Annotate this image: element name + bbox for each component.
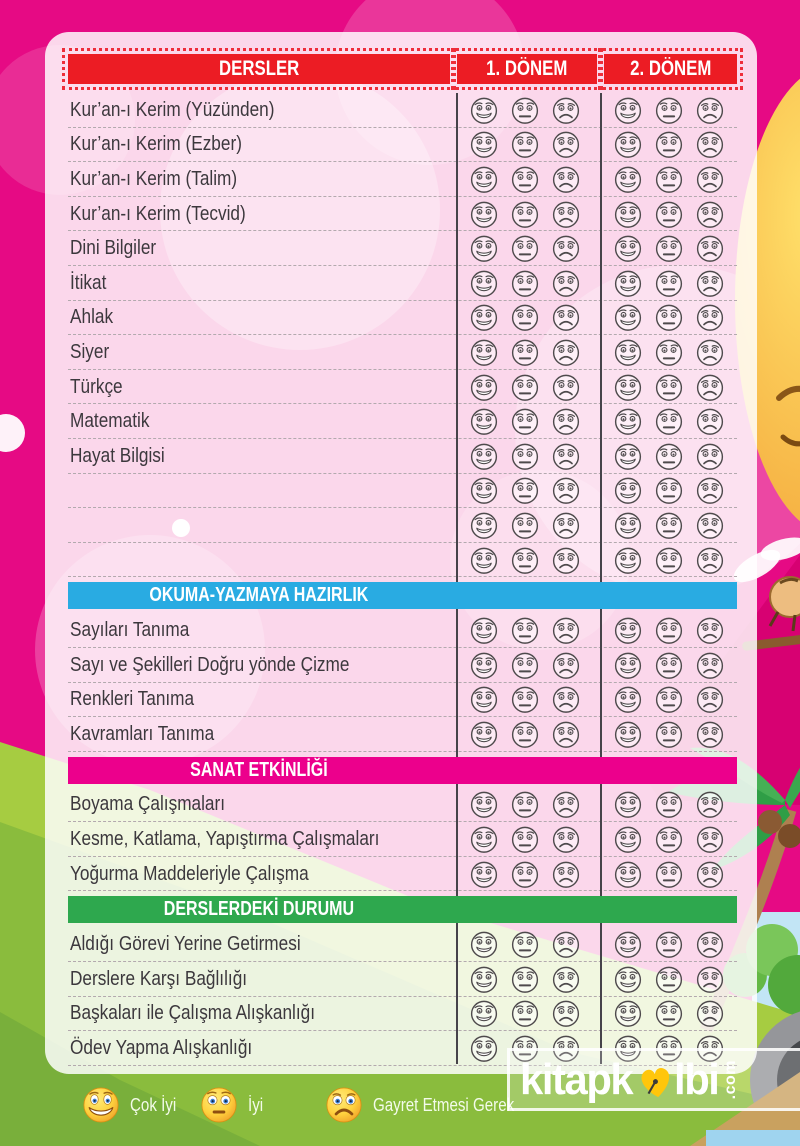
neutral-face-icon: [654, 824, 684, 854]
sad-face-icon: [551, 824, 581, 854]
table-row: [68, 822, 737, 857]
rating-cell-donem2: [600, 510, 737, 540]
row-label: Renkleri Tanıma: [70, 687, 195, 711]
row-label: Sayı ve Şekilleri Doğru yönde Çizme: [70, 652, 350, 676]
happy-face-icon: [613, 964, 643, 994]
sad-face-icon: [551, 406, 581, 436]
sad-face-icon: [551, 998, 581, 1028]
rating-cell-donem1: [450, 615, 600, 645]
row-label: Başkaları ile Çalışma Alışkanlığı: [70, 1001, 316, 1025]
rating-cell-donem2: [600, 475, 737, 505]
rating-cell-donem1: [450, 95, 600, 125]
happy-face-icon: [613, 268, 643, 298]
neutral-face-icon: [654, 859, 684, 889]
neutral-face-icon: [510, 441, 540, 471]
rating-cell-donem2: [600, 859, 737, 889]
happy-face-icon: [469, 1033, 499, 1063]
sad-face-icon: [695, 475, 725, 505]
sad-face-icon: [551, 650, 581, 680]
neutral-face-icon: [654, 164, 684, 194]
neutral-face-icon: [510, 650, 540, 680]
legend-label: Çok İyi: [130, 1094, 177, 1115]
section-header-bar: [68, 896, 737, 923]
rating-cell-donem1: [450, 372, 600, 402]
sad-face-icon: [695, 441, 725, 471]
grades-table: [68, 54, 737, 1066]
rating-cell-donem1: [450, 475, 600, 505]
sad-face-icon: [325, 1086, 363, 1124]
neutral-face-icon: [510, 475, 540, 505]
table-row: [68, 997, 737, 1032]
neutral-face-icon: [654, 475, 684, 505]
rating-cell-donem1: [450, 302, 600, 332]
happy-face-icon: [613, 233, 643, 263]
rating-cell-donem2: [600, 372, 737, 402]
table-row: [68, 857, 737, 892]
legend-item: [82, 1086, 185, 1124]
happy-face-icon: [613, 859, 643, 889]
row-label: Derslere Karşı Bağlılığı: [70, 966, 248, 990]
table-body: [68, 93, 737, 1066]
rating-cell-donem2: [600, 268, 737, 298]
sad-face-icon: [551, 372, 581, 402]
rating-cell-donem2: [600, 95, 737, 125]
table-row: [68, 93, 737, 128]
section-title: DERSLERDEKİ DURUMU: [163, 898, 355, 921]
logo-text-left: kitapk: [520, 1054, 633, 1104]
rating-cell-donem1: [450, 650, 600, 680]
sad-face-icon: [551, 337, 581, 367]
happy-face-icon: [613, 510, 643, 540]
rating-cell-donem1: [450, 964, 600, 994]
happy-face-icon: [613, 824, 643, 854]
neutral-face-icon: [510, 964, 540, 994]
neutral-face-icon: [654, 964, 684, 994]
happy-face-icon: [613, 684, 643, 714]
table-row: [68, 508, 737, 543]
neutral-face-icon: [510, 372, 540, 402]
rating-cell-donem2: [600, 337, 737, 367]
neutral-face-icon: [654, 615, 684, 645]
happy-face-icon: [469, 337, 499, 367]
neutral-face-icon: [654, 199, 684, 229]
sad-face-icon: [551, 684, 581, 714]
rating-cell-donem1: [450, 129, 600, 159]
legend-item: [200, 1086, 266, 1124]
logo-text-right: lbi: [674, 1054, 719, 1104]
happy-face-icon: [469, 475, 499, 505]
header-cell-donem1: [457, 54, 597, 84]
happy-face-icon: [613, 406, 643, 436]
happy-face-icon: [613, 372, 643, 402]
table-row: [68, 962, 737, 997]
table-row: [68, 231, 737, 266]
table-header-row: [68, 54, 737, 84]
sad-face-icon: [551, 302, 581, 332]
rating-cell-donem2: [600, 719, 737, 749]
happy-face-icon: [469, 441, 499, 471]
rating-cell-donem2: [600, 615, 737, 645]
heart-pen-icon: [635, 1062, 677, 1102]
section-title: SANAT ETKİNLİĞİ: [190, 758, 328, 781]
happy-face-icon: [613, 475, 643, 505]
happy-face-icon: [469, 268, 499, 298]
table-row: [68, 717, 737, 752]
neutral-face-icon: [510, 789, 540, 819]
happy-face-icon: [469, 929, 499, 959]
sad-face-icon: [695, 789, 725, 819]
section-title: OKUMA-YAZMAYA HAZIRLIK: [149, 584, 369, 607]
sad-face-icon: [695, 964, 725, 994]
row-label: Kur’an-ı Kerim (Yüzünden): [70, 97, 275, 121]
header-label: DERSLER: [218, 57, 300, 80]
rating-cell-donem1: [450, 824, 600, 854]
neutral-face-icon: [654, 789, 684, 819]
neutral-face-icon: [654, 129, 684, 159]
sad-face-icon: [695, 372, 725, 402]
rating-cell-donem2: [600, 406, 737, 436]
rating-cell-donem1: [450, 441, 600, 471]
table-row: [68, 648, 737, 683]
row-label: Matematik: [70, 409, 150, 433]
sad-face-icon: [551, 233, 581, 263]
sad-face-icon: [695, 929, 725, 959]
neutral-face-icon: [510, 510, 540, 540]
row-label: İtikat: [70, 270, 107, 294]
neutral-face-icon: [510, 998, 540, 1028]
rating-cell-donem2: [600, 789, 737, 819]
sad-face-icon: [551, 719, 581, 749]
sad-face-icon: [695, 859, 725, 889]
sad-face-icon: [695, 650, 725, 680]
rating-cell-donem2: [600, 302, 737, 332]
sad-face-icon: [551, 964, 581, 994]
neutral-face-icon: [654, 406, 684, 436]
rating-cell-donem1: [450, 789, 600, 819]
neutral-face-icon: [654, 929, 684, 959]
rating-cell-donem2: [600, 929, 737, 959]
happy-face-icon: [613, 650, 643, 680]
neutral-face-icon: [654, 510, 684, 540]
sad-face-icon: [695, 337, 725, 367]
sad-face-icon: [551, 789, 581, 819]
neutral-face-icon: [510, 545, 540, 575]
happy-face-icon: [469, 199, 499, 229]
neutral-face-icon: [510, 719, 540, 749]
header-cell-dersler: [68, 54, 450, 84]
table-row: [68, 439, 737, 474]
happy-face-icon: [469, 406, 499, 436]
sad-face-icon: [695, 684, 725, 714]
neutral-face-icon: [654, 372, 684, 402]
sad-face-icon: [551, 510, 581, 540]
sad-face-icon: [551, 929, 581, 959]
sad-face-icon: [695, 302, 725, 332]
rating-cell-donem1: [450, 998, 600, 1028]
sad-face-icon: [695, 615, 725, 645]
row-label: Yoğurma Maddeleriyle Çalışma: [70, 861, 309, 885]
rating-cell-donem2: [600, 964, 737, 994]
watermark-logo: [507, 1048, 800, 1111]
sad-face-icon: [695, 406, 725, 436]
rating-cell-donem1: [450, 510, 600, 540]
neutral-face-icon: [510, 859, 540, 889]
neutral-face-icon: [510, 615, 540, 645]
rating-cell-donem2: [600, 650, 737, 680]
table-row: [68, 162, 737, 197]
rating-cell-donem1: [450, 929, 600, 959]
rating-cell-donem2: [600, 441, 737, 471]
rating-cell-donem1: [450, 545, 600, 575]
neutral-face-icon: [510, 337, 540, 367]
row-label: Kur’an-ı Kerim (Tecvid): [70, 201, 246, 225]
rating-cell-donem2: [600, 998, 737, 1028]
sad-face-icon: [695, 95, 725, 125]
rating-cell-donem2: [600, 199, 737, 229]
happy-face-icon: [469, 824, 499, 854]
rating-cell-donem2: [600, 129, 737, 159]
neutral-face-icon: [654, 268, 684, 298]
happy-face-icon: [613, 164, 643, 194]
rating-cell-donem2: [600, 684, 737, 714]
happy-face-icon: [469, 372, 499, 402]
sad-face-icon: [695, 824, 725, 854]
report-card-panel: [45, 32, 757, 1074]
row-label: Kur’an-ı Kerim (Talim): [70, 166, 238, 190]
happy-face-icon: [469, 302, 499, 332]
rating-cell-donem1: [450, 164, 600, 194]
sad-face-icon: [695, 129, 725, 159]
sad-face-icon: [695, 233, 725, 263]
table-row: [68, 788, 737, 823]
neutral-face-icon: [510, 302, 540, 332]
row-label: Ahlak: [70, 305, 114, 329]
row-label: Ödev Yapma Alışkanlığı: [70, 1036, 253, 1060]
happy-face-icon: [613, 129, 643, 159]
rating-cell-donem1: [450, 684, 600, 714]
happy-face-icon: [469, 615, 499, 645]
neutral-face-icon: [510, 929, 540, 959]
table-row: [68, 301, 737, 336]
neutral-face-icon: [510, 684, 540, 714]
table-row: [68, 474, 737, 509]
header-label: 2. DÖNEM: [629, 57, 712, 80]
neutral-face-icon: [654, 95, 684, 125]
rating-cell-donem1: [450, 859, 600, 889]
happy-face-icon: [469, 998, 499, 1028]
neutral-face-icon: [654, 441, 684, 471]
neutral-face-icon: [510, 164, 540, 194]
neutral-face-icon: [510, 824, 540, 854]
happy-face-icon: [469, 164, 499, 194]
row-label: Aldığı Görevi Yerine Getirmesi: [70, 932, 301, 956]
happy-face-icon: [613, 719, 643, 749]
table-row: [68, 335, 737, 370]
neutral-face-icon: [510, 406, 540, 436]
table-row: [68, 266, 737, 301]
happy-face-icon: [613, 929, 643, 959]
row-label: Siyer: [70, 339, 110, 363]
happy-face-icon: [469, 859, 499, 889]
sad-face-icon: [695, 199, 725, 229]
row-label: [68, 548, 450, 572]
sad-face-icon: [695, 719, 725, 749]
sad-face-icon: [551, 615, 581, 645]
happy-face-icon: [469, 719, 499, 749]
row-label: Dini Bilgiler: [70, 236, 157, 260]
neutral-face-icon: [510, 199, 540, 229]
table-row: [68, 927, 737, 962]
rating-cell-donem1: [450, 719, 600, 749]
sad-face-icon: [695, 268, 725, 298]
happy-face-icon: [613, 95, 643, 125]
neutral-face-icon: [654, 684, 684, 714]
sad-face-icon: [551, 199, 581, 229]
row-label: Kesme, Katlama, Yapıştırma Çalışmaları: [70, 827, 380, 851]
logo-tld: .com: [722, 1059, 739, 1100]
happy-face-icon: [469, 510, 499, 540]
row-label: Boyama Çalışmaları: [70, 792, 226, 816]
happy-face-icon: [469, 684, 499, 714]
rating-cell-donem1: [450, 199, 600, 229]
happy-face-icon: [613, 441, 643, 471]
rating-cell-donem1: [450, 268, 600, 298]
section-header-bar: [68, 757, 737, 784]
sad-face-icon: [695, 545, 725, 575]
sad-face-icon: [695, 998, 725, 1028]
sad-face-icon: [551, 441, 581, 471]
row-label: [68, 513, 450, 537]
neutral-face-icon: [510, 233, 540, 263]
table-row: [68, 404, 737, 439]
row-label: Sayıları Tanıma: [70, 618, 190, 642]
sad-face-icon: [551, 129, 581, 159]
neutral-face-icon: [510, 95, 540, 125]
happy-face-icon: [469, 129, 499, 159]
neutral-face-icon: [510, 129, 540, 159]
neutral-face-icon: [654, 233, 684, 263]
happy-face-icon: [469, 964, 499, 994]
happy-face-icon: [613, 615, 643, 645]
sad-face-icon: [551, 164, 581, 194]
rating-cell-donem2: [600, 233, 737, 263]
happy-face-icon: [613, 337, 643, 367]
sad-face-icon: [551, 268, 581, 298]
happy-face-icon: [82, 1086, 120, 1124]
row-label: Kavramları Tanıma: [70, 721, 215, 745]
happy-face-icon: [613, 302, 643, 332]
table-row: [68, 683, 737, 718]
happy-face-icon: [469, 233, 499, 263]
row-label: Hayat Bilgisi: [70, 443, 165, 467]
happy-face-icon: [613, 998, 643, 1028]
neutral-face-icon: [654, 719, 684, 749]
sad-face-icon: [695, 164, 725, 194]
legend-label: Gayret Etmesi Gerek: [373, 1094, 515, 1115]
sad-face-icon: [551, 545, 581, 575]
neutral-face-icon: [654, 545, 684, 575]
table-row: [68, 128, 737, 163]
happy-face-icon: [613, 545, 643, 575]
header-cell-donem2: [604, 54, 737, 84]
happy-face-icon: [469, 789, 499, 819]
happy-face-icon: [469, 95, 499, 125]
sad-face-icon: [551, 95, 581, 125]
table-row: [68, 197, 737, 232]
neutral-face-icon: [654, 650, 684, 680]
rating-cell-donem1: [450, 337, 600, 367]
header-label: 1. DÖNEM: [486, 57, 568, 80]
sad-face-icon: [551, 475, 581, 505]
happy-face-icon: [469, 545, 499, 575]
sad-face-icon: [551, 859, 581, 889]
rating-cell-donem2: [600, 164, 737, 194]
row-label: Kur’an-ı Kerim (Ezber): [70, 132, 242, 156]
rating-cell-donem1: [450, 406, 600, 436]
happy-face-icon: [469, 650, 499, 680]
neutral-face-icon: [654, 302, 684, 332]
rating-cell-donem2: [600, 545, 737, 575]
legend-label: İyi: [248, 1094, 264, 1115]
table-row: [68, 370, 737, 405]
section-header-bar: [68, 582, 737, 609]
neutral-face-icon: [654, 998, 684, 1028]
rating-cell-donem1: [450, 233, 600, 263]
happy-face-icon: [613, 789, 643, 819]
sad-face-icon: [695, 510, 725, 540]
row-label: [68, 478, 450, 502]
rating-legend: [0, 1078, 590, 1144]
neutral-face-icon: [510, 268, 540, 298]
neutral-face-icon: [654, 337, 684, 367]
neutral-face-icon: [200, 1086, 238, 1124]
table-row: [68, 543, 737, 578]
table-row: [68, 613, 737, 648]
rating-cell-donem2: [600, 824, 737, 854]
happy-face-icon: [613, 199, 643, 229]
row-label: Türkçe: [70, 374, 123, 398]
